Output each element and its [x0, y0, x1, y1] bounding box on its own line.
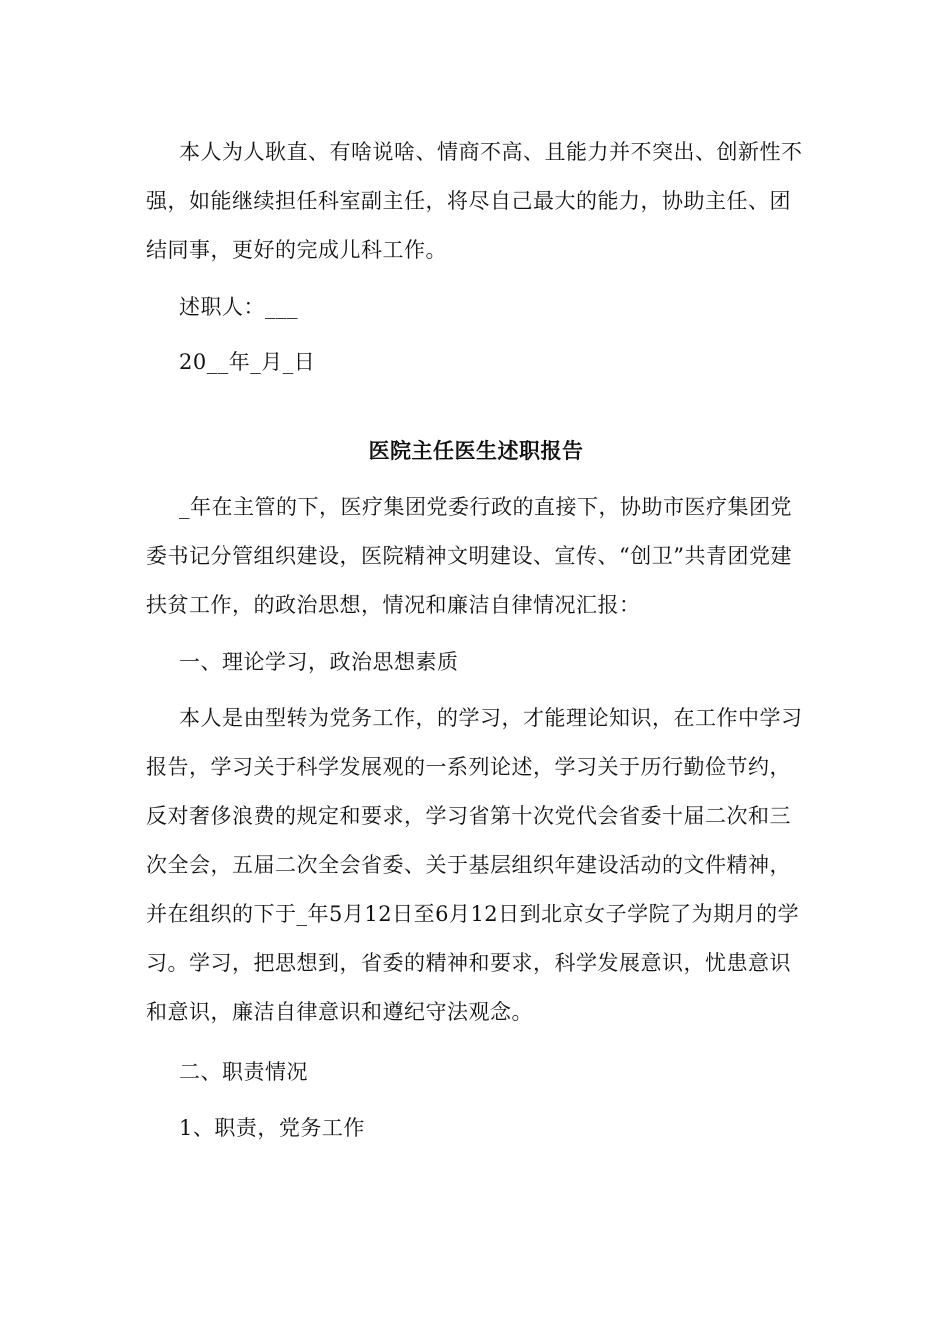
closing-paragraph: 本人为人耿直、有啥说啥、情商不高、且能力并不突出、创新性不强，如能继续担任科室副主任，将尽自己最大的能力，协助主任、团结同事，更好的完成儿科工作。	[146, 140, 803, 262]
report-title: 医院主任医生述职报告	[368, 438, 584, 463]
intro-paragraph: _年在主管的下，医疗集团党委行政的直接下，协助市医疗集团党委书记分管组织建设，医院精神文明建设、宣传、“创卫”共青团党建扶贫工作，的政治思想，情况和廉洁自律情况汇报：	[146, 495, 792, 617]
date-line: 20__年_月_日	[179, 350, 316, 374]
section-1-body: 本人是由型转为党务工作，的学习，才能理论知识，在工作中学习报告，学习关于科学发展观的一系列论述，学习关于历行勤俭节约，反对奢侈浪费的规定和要求，学习省第十次党代会省委十届二次和三次全会，五届二次全会省委、关于基层组织年建设活动的文件精神，并在组织的下于_年5月12日至6月12日到北京女子学院了为期月的学习。学习，把思想到，省委的精神和要求，科学发展意识，忧患意识和意识，廉洁自律意识和遵纪守法观念。	[146, 706, 803, 1024]
section-heading-2: 二、职责情况	[179, 1060, 308, 1084]
section-heading-1: 一、理论学习，政治思想素质	[179, 650, 459, 674]
signer-line: 述职人：___	[179, 295, 298, 319]
item-1-heading: 1、职责，党务工作	[179, 1116, 365, 1140]
